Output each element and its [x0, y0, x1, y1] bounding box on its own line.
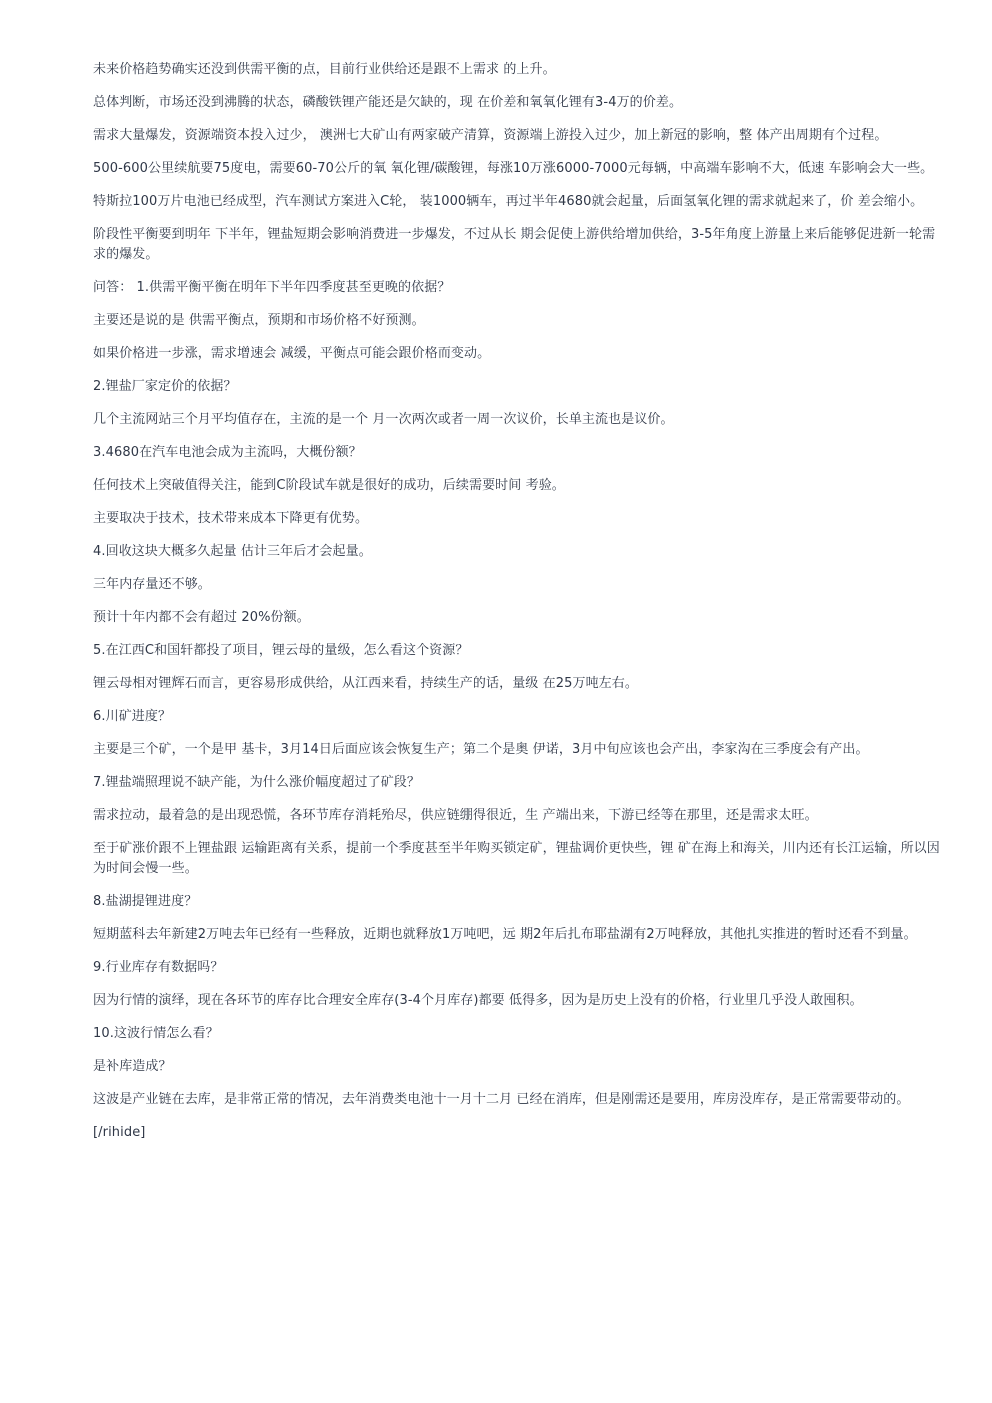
- document-body: [93, 60, 943, 1156]
- question-6: 6.川矿进度？: [93, 709, 172, 724]
- answer-5: 锂云母相对锂辉石而言，更容易形成供给，从江西来看，持续生产的话，量级 在25万吨左右。: [93, 676, 638, 691]
- paragraph-range-cost: 500-600公里续航要75度电，需要60-70公斤的氧 氧化锂/碳酸锂，每涨10万涨6000-7000元每辆，中高端车影响不大，低速 车影响会大一些。: [93, 161, 934, 176]
- answer-9: 因为行情的演绎，现在各环节的库存比合理安全库存(3-4个月库存)都要 低得多，因为是历史上没有的价格，行业里几乎没人敢囤积。: [93, 993, 863, 1008]
- answer-2: 几个主流网站三个月平均值存在，主流的是一个 月一次两次或者一周一次议价，长单主流也是议价。: [93, 412, 674, 427]
- question-5: 5.在江西C和国轩都投了项目，锂云母的量级，怎么看这个资源？: [93, 643, 469, 658]
- paragraph-market-judgement: 总体判断，市场还没到沸腾的状态，磷酸铁锂产能还是欠缺的，现 在价差和氧氧化锂有3-4万的价差。: [93, 95, 683, 110]
- closing-tag: [/rihide]: [93, 1125, 146, 1140]
- paragraph-phase-balance: 阶段性平衡要到明年 下半年，锂盐短期会影响消费进一步爆发，不过从长 期会促使上游供给增加供给，3-5年角度上游量上来后能够促进新一轮需 求的爆发。: [93, 227, 936, 262]
- paragraph-price-trend: 未来价格趋势确实还没到供需平衡的点，目前行业供给还是跟不上需求 的上升。: [93, 62, 556, 77]
- answer-10: 这波是产业链在去库，是非常正常的情况，去年消费类电池十一月十二月 已经在消库，但是刚需还是要用，库房没库存，是正常需要带动的。: [93, 1092, 910, 1107]
- answer-6: 主要是三个矿，一个是甲 基卡，3月14日后面应该会恢复生产；第二个是奥 伊诺，3月中旬应该也会产出，李家沟在三季度会有产出。: [93, 742, 869, 757]
- paragraph-demand-burst: 需求大量爆发，资源端资本投入过少， 澳洲七大矿山有两家破产清算，资源端上游投入过少，加上新冠的影响，整 体产出周期有个过程。: [93, 128, 888, 143]
- question-7: 7.锂盐端照理说不缺产能，为什么涨价幅度超过了矿段？: [93, 775, 421, 790]
- question-8: 8.盐湖提锂进度？: [93, 894, 198, 909]
- answer-1b: 如果价格进一步涨，需求增速会 减缓，平衡点可能会跟价格而变动。: [93, 346, 491, 361]
- question-1: 问答： 1.供需平衡平衡在明年下半年四季度甚至更晚的依据？: [93, 280, 451, 295]
- answer-4a: 三年内存量还不够。: [93, 577, 211, 592]
- answer-3b: 主要取决于技术，技术带来成本下降更有优势。: [93, 511, 369, 526]
- answer-3a: 任何技术上突破值得关注，能到C阶段试车就是很好的成功，后续需要时间 考验。: [93, 478, 565, 493]
- answer-4b: 预计十年内都不会有超过 20%份额。: [93, 610, 310, 625]
- question-9: 9.行业库存有数据吗？: [93, 960, 224, 975]
- question-3: 3.4680在汽车电池会成为主流吗，大概份额？: [93, 445, 362, 460]
- paragraph-tesla-battery: 特斯拉100万片电池已经成型，汽车测试方案进入C轮， 装1000辆车，再过半年4680就会起量，后面氢氧化锂的需求就起来了，价 差会缩小。: [93, 194, 924, 209]
- question-10b: 是补库造成？: [93, 1059, 172, 1074]
- question-2: 2.锂盐厂家定价的依据？: [93, 379, 237, 394]
- answer-7b: 至于矿涨价跟不上锂盐跟 运输距离有关系，提前一个季度甚至半年购买锁定矿，锂盐调价更快些，锂 矿在海上和海关，川内还有长江运输，所以因为时间会慢一些。: [93, 841, 940, 876]
- answer-1a: 主要还是说的是 供需平衡点，预期和市场价格不好预测。: [93, 313, 425, 328]
- question-4: 4.回收这块大概多久起量 估计三年后才会起量。: [93, 544, 372, 559]
- answer-8: 短期蓝科去年新建2万吨去年已经有一些释放，近期也就释放1万吨吧，远 期2年后扎布耶盐湖有2万吨释放，其他扎实推进的暂时还看不到量。: [93, 927, 917, 942]
- answer-7a: 需求拉动，最着急的是出现恐慌，各环节库存消耗殆尽，供应链绷得很近，生 产端出来，下游已经等在那里，还是需求太旺。: [93, 808, 818, 823]
- question-10: 10.这波行情怎么看？: [93, 1026, 219, 1041]
